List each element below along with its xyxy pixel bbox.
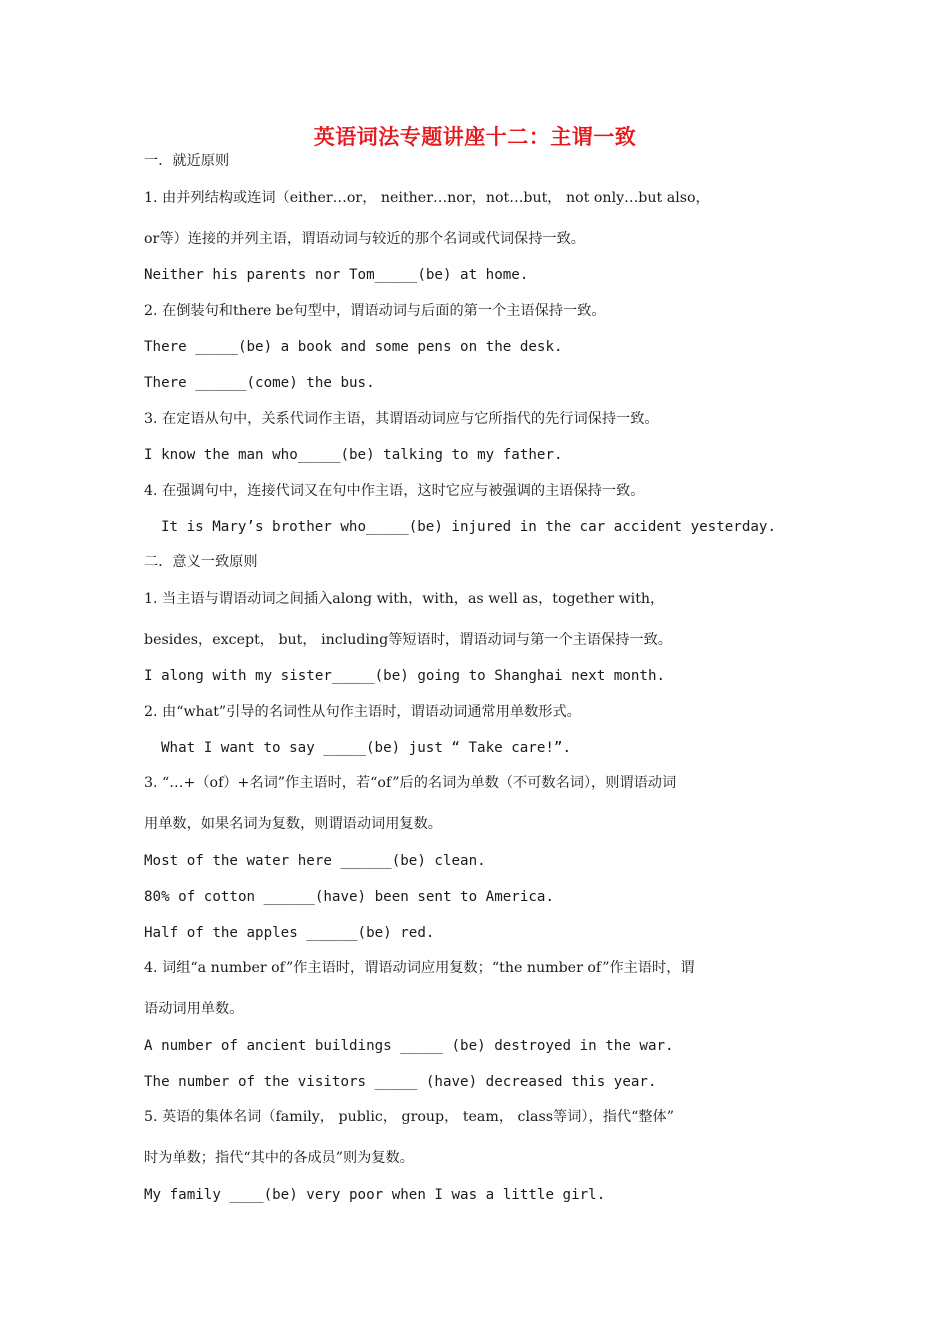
rule-3-text: 3. 在定语从句中，关系代词作主语，其谓语动词应与它所指代的先行词保持一致。 [144, 411, 659, 427]
exercise-sentence: There _____(be) a book and some pens on the desk. [144, 339, 563, 355]
exercise-sentence: Half of the apples ______(be) red. [144, 925, 435, 941]
rule-2-text: 2. 在倒装句和there be句型中，谓语动词与后面的第一个主语保持一致。 [144, 303, 606, 319]
rule-6-text: 2. 由“what”引导的名词性从句作主语时，谓语动词通常用单数形式。 [144, 704, 581, 720]
exercise-sentence: I along with my sister_____(be) going to Shanghai next month. [144, 668, 666, 684]
rule-4-text: 4. 在强调句中，连接代词又在句中作主语，这时它应与被强调的主语保持一致。 [144, 483, 645, 499]
rule-9-text-cont: 时为单数；指代“其中的各成员”则为复数。 [144, 1150, 414, 1166]
exercise-sentence: It is Mary’s brother who_____(be) injured in the car accident yesterday. [161, 519, 776, 535]
exercise-sentence: There ______(come) the bus. [144, 375, 375, 391]
rule-7-text-cont: 用单数，如果名词为复数，则谓语动词用复数。 [144, 816, 442, 832]
rule-7-text: 3. “…+（of）+名词”作主语时，若“of”后的名词为单数（不可数名词），则谓语动词 [144, 775, 677, 791]
exercise-sentence: My family ____(be) very poor when I was a little girl. [144, 1187, 606, 1203]
exercise-sentence: 80% of cotton ______(have) been sent to America. [144, 889, 554, 905]
exercise-sentence: What I want to say _____(be) just “ Take care!”. [161, 740, 571, 756]
exercise-sentence: The number of the visitors _____ (have) decreased this year. [144, 1074, 657, 1090]
rule-1-text-cont: or等）连接的并列主语，谓语动词与较近的那个名词或代词保持一致。 [144, 231, 585, 247]
document-title: 英语词法专题讲座十二：主谓一致 [313, 125, 637, 149]
section-heading-1: 一．就近原则 [144, 153, 230, 169]
rule-5-text: 1. 当主语与谓语动词之间插入along with，with，as well as，together with， [144, 591, 665, 607]
section-heading-2: 二．意义一致原则 [144, 554, 258, 570]
rule-8-text-cont: 语动词用单数。 [144, 1001, 244, 1017]
exercise-sentence: A number of ancient buildings _____ (be) destroyed in the war. [144, 1038, 674, 1054]
exercise-sentence: Neither his parents nor Tom_____(be) at home. [144, 267, 529, 283]
rule-8-text: 4. 词组“a number of”作主语时，谓语动词应用复数；“the number of”作主语时，谓 [144, 960, 695, 976]
rule-5-text-cont: besides，except， but， including等短语时，谓语动词与第一个主语保持一致。 [144, 632, 672, 648]
rule-1-text: 1. 由并列结构或连词（either…or， neither…nor，not…but， not only…but also， [144, 190, 710, 206]
exercise-sentence: I know the man who_____(be) talking to my father. [144, 447, 563, 463]
exercise-sentence: Most of the water here ______(be) clean. [144, 853, 486, 869]
rule-9-text: 5. 英语的集体名词（family， public， group， team， class等词），指代“整体” [144, 1109, 674, 1125]
